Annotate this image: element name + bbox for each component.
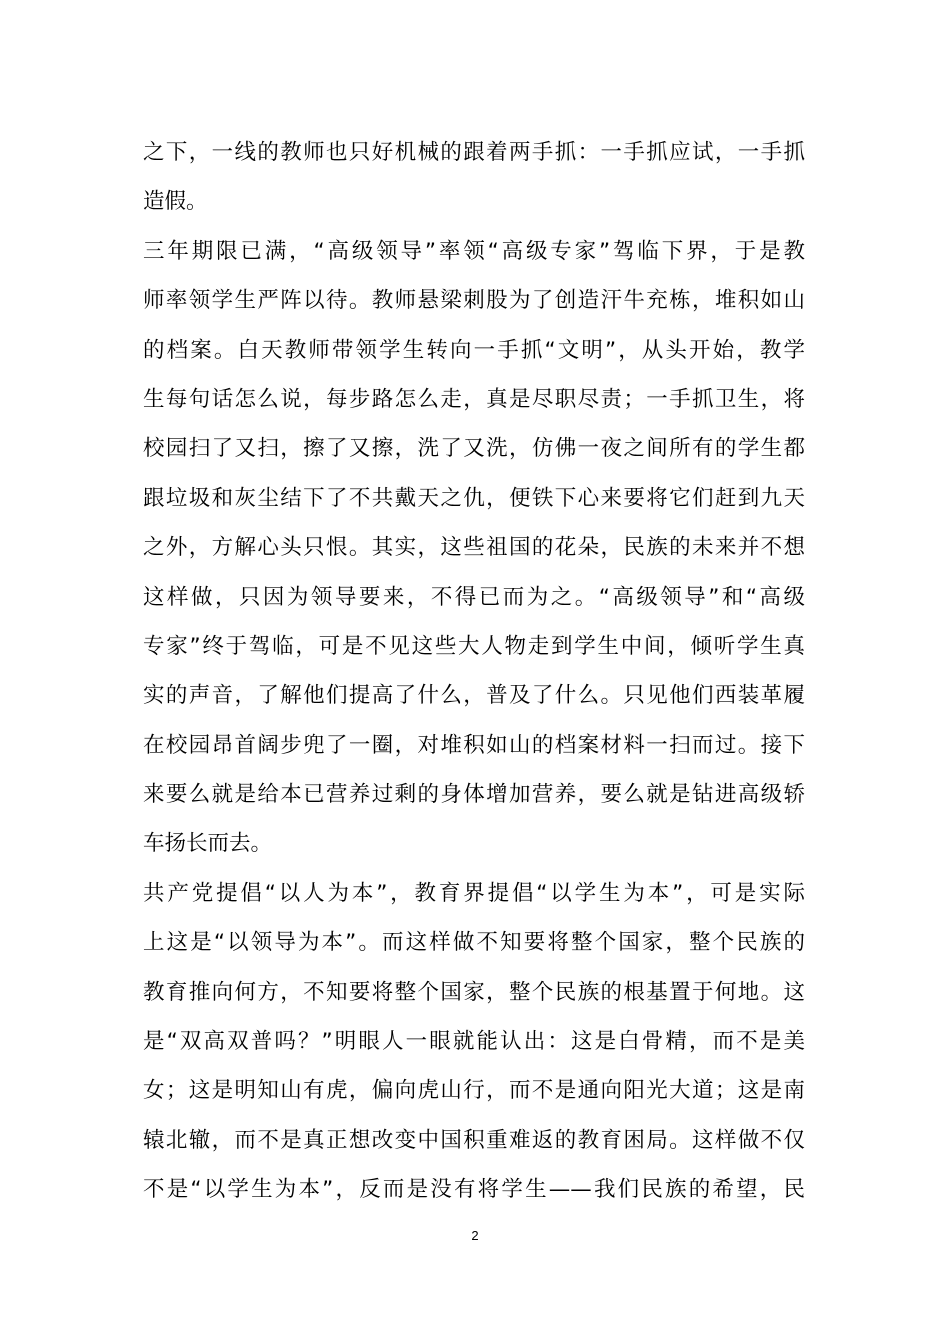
text-line: 的档案。白天教师带领学生转向一手抓“文明”，从头开始，教学 — [143, 337, 805, 363]
text-line: 实的声音，了解他们提高了什么，普及了什么。只见他们西装革履 — [143, 683, 805, 709]
text-line: 这样做，只因为领导要来，不得已而为之。“高级领导”和“高级 — [143, 584, 805, 610]
text-line: 校园扫了又扫，擦了又擦，洗了又洗，仿佛一夜之间所有的学生都 — [143, 436, 805, 462]
text-line: 师率领学生严阵以待。教师悬梁刺股为了创造汗牛充栋，堆积如山 — [143, 288, 805, 314]
text-line: 跟垃圾和灰尘结下了不共戴天之仇，便铁下心来要将它们赶到九天 — [143, 485, 805, 511]
text-line: 教育推向何方，不知要将整个国家，整个民族的根基置于何地。这 — [143, 979, 805, 1005]
text-line: 车扬长而去。 — [143, 831, 273, 857]
page-number: 2 — [471, 1228, 479, 1243]
text-line: 造假。 — [143, 189, 208, 215]
text-line: 三年期限已满，“高级领导”率领“高级专家”驾临下界，于是教 — [143, 238, 805, 264]
body-text — [143, 128, 805, 1215]
text-line: 专家”终于驾临，可是不见这些大人物走到学生中间，倾听学生真 — [143, 633, 805, 659]
text-line: 共产党提倡“以人为本”，教育界提倡“以学生为本”，可是实际 — [143, 880, 805, 906]
text-line: 在校园昂首阔步兜了一圈，对堆积如山的档案材料一扫而过。接下 — [143, 732, 805, 758]
text-line: 生每句话怎么说，每步路怎么走，真是尽职尽责；一手抓卫生，将 — [143, 386, 805, 412]
text-line: 辕北辙，而不是真正想改变中国积重难返的教育困局。这样做不仅 — [143, 1127, 805, 1153]
text-line: 女；这是明知山有虎，偏向虎山行，而不是通向阳光大道；这是南 — [143, 1078, 805, 1104]
text-line: 之下，一线的教师也只好机械的跟着两手抓：一手抓应试，一手抓 — [143, 140, 805, 165]
text-line: 来要么就是给本已营养过剩的身体增加营养，要么就是钻进高级轿 — [143, 782, 805, 808]
text-line: 上这是“以领导为本”。而这样做不知要将整个国家，整个民族的 — [143, 930, 805, 956]
text-line: 是“双高双普吗？”明眼人一眼就能认出：这是白骨精，而不是美 — [143, 1029, 805, 1055]
text-line: 不是“以学生为本”，反而是没有将学生——我们民族的希望，民 — [143, 1177, 805, 1203]
text-line: 之外，方解心头只恨。其实，这些祖国的花朵，民族的未来并不想 — [143, 535, 805, 561]
